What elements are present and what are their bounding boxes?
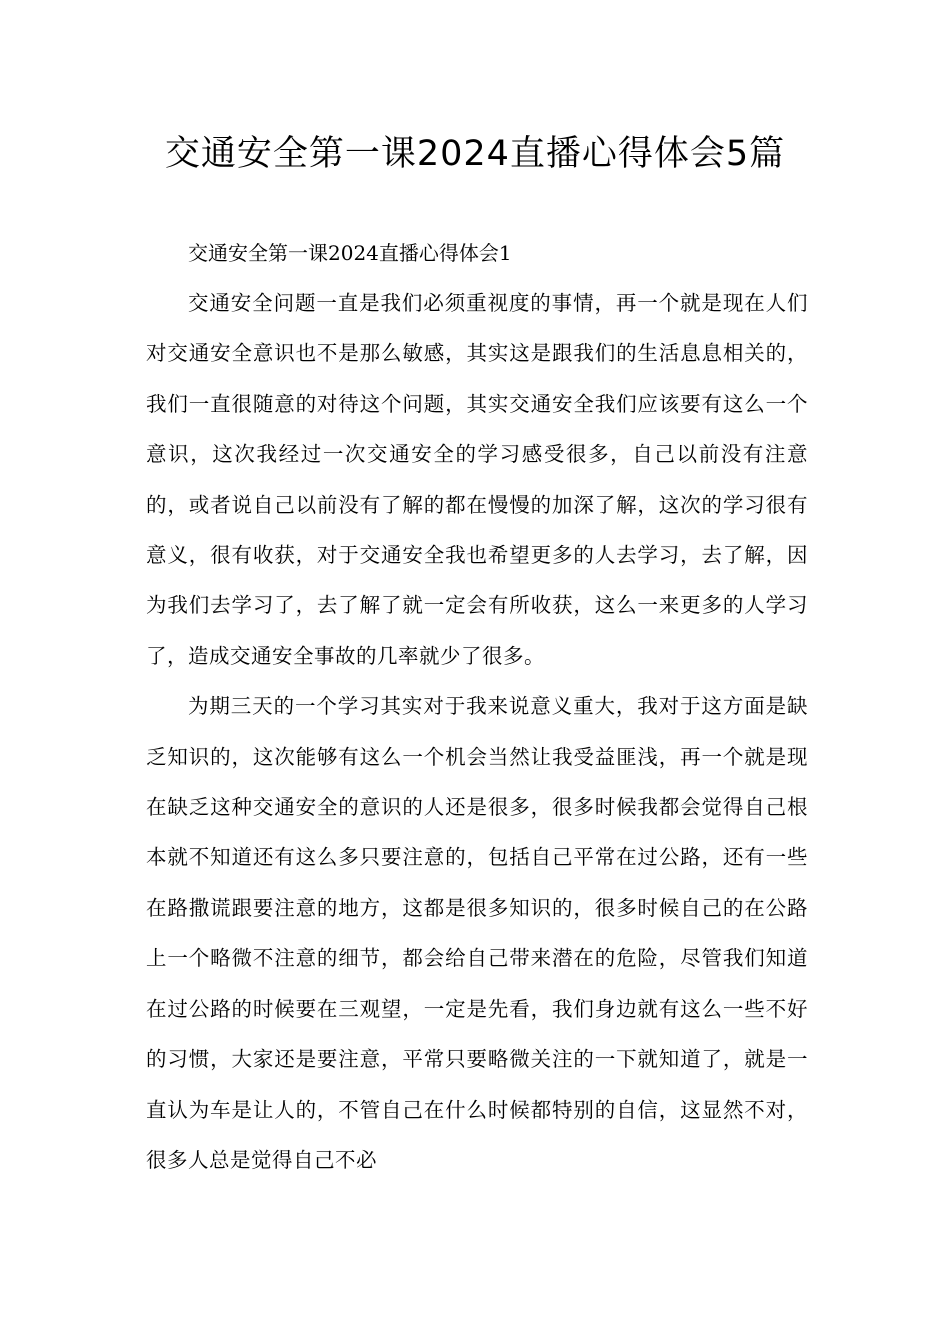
document-title: 交通安全第一课2024直播心得体会5篇 xyxy=(164,134,786,174)
section-heading: 交通安全第一课2024直播心得体会1 xyxy=(188,241,512,265)
paragraph: 为期三天的一个学习其实对于我来说意义重大，我对于这方面是缺乏知识的，这次能够有这么一个机会当然让我受益匪浅，再一个就是现在缺乏这种交通安全的意识的人还是很多，很多时候我都会觉得自己根本就不知道还有这么多只要注意的，包括自己平常在过公路，还有一些在路撒谎跟要注意的地方，这都是很多知识的，很多时候自己的在公路上一个略微不注意的细节，都会给自己带来潜在的危险，尽管我们知道在过公路的时候要在三观望，一定是先看，我们身边就有这么一些不好的习惯，大家还是要注意，平常只要略微关注的一下就知道了，就是一直认为车是让人的，不管自己在什么时候都特别的自信，这显然不对，很多人总是觉得自己不必 xyxy=(146,694,808,1172)
document-body xyxy=(146,228,808,1185)
paragraph: 交通安全问题一直是我们必须重视度的事情，再一个就是现在人们对交通安全意识也不是那么敏感，其实这是跟我们的生活息息相关的，我们一直很随意的对待这个问题，其实交通安全我们应该要有这么一个意识，这次我经过一次交通安全的学习感受很多，自己以前没有注意的，或者说自己以前没有了解的都在慢慢的加深了解，这次的学习很有意义，很有收获，对于交通安全我也希望更多的人去学习，去了解，因为我们去学习了，去了解了就一定会有所收获，这么一来更多的人学习了，造成交通安全事故的几率就少了很多。 xyxy=(146,291,808,668)
